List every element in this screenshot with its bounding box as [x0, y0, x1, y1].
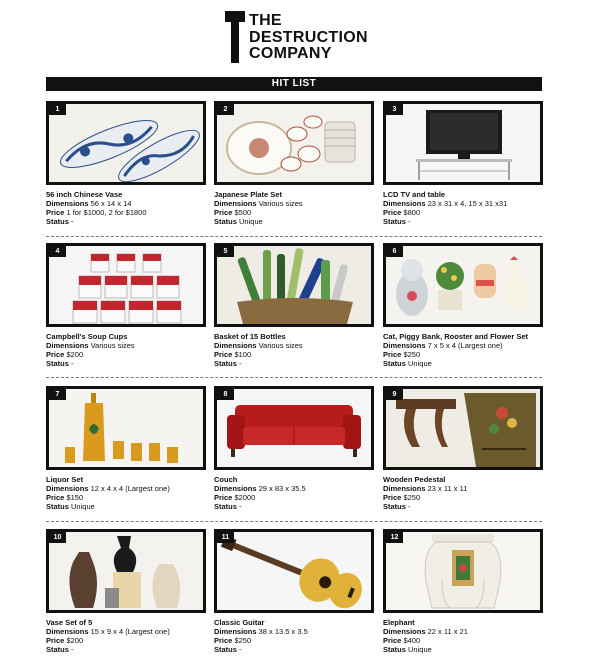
- price-label: Price: [214, 208, 233, 217]
- item-name: Couch: [214, 475, 238, 484]
- price-label: Price: [383, 350, 402, 359]
- item-name: 56 inch Chinese Vase: [46, 190, 123, 199]
- chinese-vase-icon: [49, 104, 203, 182]
- item-photo: [214, 101, 374, 185]
- price-label: Price: [214, 636, 233, 645]
- list-item[interactable]: [46, 529, 206, 654]
- item-number-badge: 3: [386, 104, 403, 115]
- list-item[interactable]: [46, 386, 206, 511]
- dimensions-label: Dimensions: [46, 341, 89, 350]
- item-status: -: [239, 645, 242, 654]
- status-label: Status: [383, 645, 406, 654]
- status-label: Status: [214, 645, 237, 654]
- price-label: Price: [383, 636, 402, 645]
- list-item[interactable]: [214, 101, 374, 226]
- item-dimensions: 56 x 14 x 14: [90, 199, 132, 208]
- item-status: Unique: [408, 359, 432, 368]
- status-label: Status: [46, 645, 69, 654]
- dimensions-label: Dimensions: [46, 199, 89, 208]
- row-divider: [46, 236, 542, 237]
- price-label: Price: [46, 636, 65, 645]
- item-number-badge: 8: [217, 389, 234, 400]
- logo-line-1: THE: [249, 12, 282, 29]
- logo-line-3: COMPANY: [249, 45, 332, 62]
- dimensions-label: Dimensions: [383, 484, 426, 493]
- item-status: -: [408, 502, 411, 511]
- item-price: $200: [66, 636, 84, 645]
- item-name: Vase Set of 5: [46, 618, 93, 627]
- price-label: Price: [46, 493, 65, 502]
- item-photo: [46, 101, 206, 185]
- item-name: Japanese Plate Set: [214, 190, 282, 199]
- list-item[interactable]: [383, 529, 543, 654]
- dimensions-label: Dimensions: [383, 199, 426, 208]
- item-number-badge: 9: [386, 389, 403, 400]
- item-dimensions: 12 x 4 x 4 (Largest one): [90, 484, 170, 493]
- item-number-badge: 4: [49, 246, 66, 257]
- item-dimensions: Various sizes: [90, 341, 135, 350]
- item-price: $200: [66, 350, 84, 359]
- dimensions-label: Dimensions: [214, 627, 257, 636]
- list-item[interactable]: [46, 243, 206, 368]
- dimensions-label: Dimensions: [383, 341, 426, 350]
- item-name: Cat, Piggy Bank, Rooster and Flower Set: [383, 332, 529, 341]
- dimensions-label: Dimensions: [214, 484, 257, 493]
- item-price: $250: [403, 350, 421, 359]
- item-photo: [383, 243, 543, 327]
- list-item[interactable]: [383, 243, 543, 368]
- item-dimensions: Various sizes: [258, 199, 303, 208]
- item-number-badge: 12: [386, 532, 403, 543]
- item-name: Campbell's Soup Cups: [46, 332, 128, 341]
- status-label: Status: [383, 502, 406, 511]
- item-price: $100: [234, 350, 252, 359]
- dimensions-label: Dimensions: [214, 341, 257, 350]
- list-item[interactable]: [46, 101, 206, 226]
- item-price: $400: [403, 636, 421, 645]
- item-name: Basket of 15 Bottles: [214, 332, 286, 341]
- price-label: Price: [383, 493, 402, 502]
- list-item[interactable]: [214, 529, 374, 654]
- item-photo: [383, 529, 543, 613]
- elephant-icon: [386, 532, 540, 610]
- item-status: Unique: [408, 645, 432, 654]
- pedestal-icon: [386, 389, 540, 467]
- item-name: Classic Guitar: [214, 618, 265, 627]
- price-label: Price: [214, 350, 233, 359]
- item-number-badge: 5: [217, 246, 234, 257]
- item-dimensions: 29 x 83 x 35.5: [258, 484, 306, 493]
- dimensions-label: Dimensions: [214, 199, 257, 208]
- list-item[interactable]: [214, 243, 374, 368]
- dimensions-label: Dimensions: [46, 484, 89, 493]
- item-name: Wooden Pedestal: [383, 475, 446, 484]
- item-dimensions: 15 x 9 x 4 (Largest one): [90, 627, 170, 636]
- item-dimensions: 23 x 11 x 11: [427, 484, 468, 493]
- item-status: Unique: [239, 217, 263, 226]
- price-label: Price: [46, 350, 65, 359]
- item-dimensions: 7 x 5 x 4 (Largest one): [427, 341, 503, 350]
- liquor-set-icon: [49, 389, 203, 467]
- page-title: HIT LIST: [46, 77, 542, 91]
- item-status: -: [71, 359, 74, 368]
- item-dimensions: Various sizes: [258, 341, 303, 350]
- item-number-badge: 1: [49, 104, 66, 115]
- item-price: $2000: [234, 493, 256, 502]
- status-label: Status: [46, 359, 69, 368]
- item-status: -: [239, 502, 242, 511]
- item-status: -: [408, 217, 411, 226]
- tv-table-icon: [386, 104, 540, 182]
- plate-set-icon: [217, 104, 371, 182]
- item-number-badge: 11: [217, 532, 234, 543]
- item-number-badge: 2: [217, 104, 234, 115]
- guitar-icon: [217, 532, 371, 610]
- item-name: Liquor Set: [46, 475, 84, 484]
- status-label: Status: [214, 217, 237, 226]
- vase-set-icon: [49, 532, 203, 610]
- item-photo: [214, 386, 374, 470]
- price-label: Price: [46, 208, 65, 217]
- item-dimensions: 22 x 11 x 21: [427, 627, 468, 636]
- couch-icon: [217, 389, 371, 467]
- hammer-logo-icon: [225, 11, 245, 63]
- price-label: Price: [214, 493, 233, 502]
- item-photo: [214, 243, 374, 327]
- row-divider: [46, 521, 542, 522]
- item-number-badge: 10: [49, 532, 66, 543]
- list-item[interactable]: [383, 386, 543, 511]
- item-price: 1 for $1000, 2 for $1800: [66, 208, 147, 217]
- item-number-badge: 6: [386, 246, 403, 257]
- item-dimensions: 23 x 31 x 4, 15 x 31 x31: [427, 199, 508, 208]
- item-photo: [46, 386, 206, 470]
- item-dimensions: 38 x 13.5 x 3.5: [258, 627, 308, 636]
- header: [0, 0, 600, 74]
- item-price: $250: [234, 636, 252, 645]
- soup-cups-icon: [49, 246, 203, 324]
- bottles-basket-icon: [217, 246, 371, 324]
- item-price: $500: [234, 208, 252, 217]
- item-photo: [46, 529, 206, 613]
- item-number-badge: 7: [49, 389, 66, 400]
- figurines-icon: [386, 246, 540, 324]
- status-label: Status: [383, 217, 406, 226]
- item-name: LCD TV and table: [383, 190, 446, 199]
- item-status: Unique: [71, 502, 95, 511]
- item-photo: [383, 386, 543, 470]
- status-label: Status: [214, 502, 237, 511]
- status-label: Status: [383, 359, 406, 368]
- item-price: $150: [66, 493, 84, 502]
- company-logo-text: [249, 13, 368, 63]
- dimensions-label: Dimensions: [383, 627, 426, 636]
- row-divider: [46, 377, 542, 378]
- logo-line-2: DESTRUCTION: [249, 28, 368, 46]
- dimensions-label: Dimensions: [46, 627, 89, 636]
- status-label: Status: [214, 359, 237, 368]
- item-photo: [383, 101, 543, 185]
- item-price: $250: [403, 493, 421, 502]
- item-name: Elephant: [383, 618, 415, 627]
- item-photo: [46, 243, 206, 327]
- item-photo: [214, 529, 374, 613]
- item-price: $800: [403, 208, 421, 217]
- status-label: Status: [46, 502, 69, 511]
- status-label: Status: [46, 217, 69, 226]
- item-status: -: [239, 359, 242, 368]
- item-status: -: [71, 645, 74, 654]
- item-status: -: [71, 217, 74, 226]
- list-item[interactable]: [383, 101, 543, 226]
- list-item[interactable]: [214, 386, 374, 511]
- price-label: Price: [383, 208, 402, 217]
